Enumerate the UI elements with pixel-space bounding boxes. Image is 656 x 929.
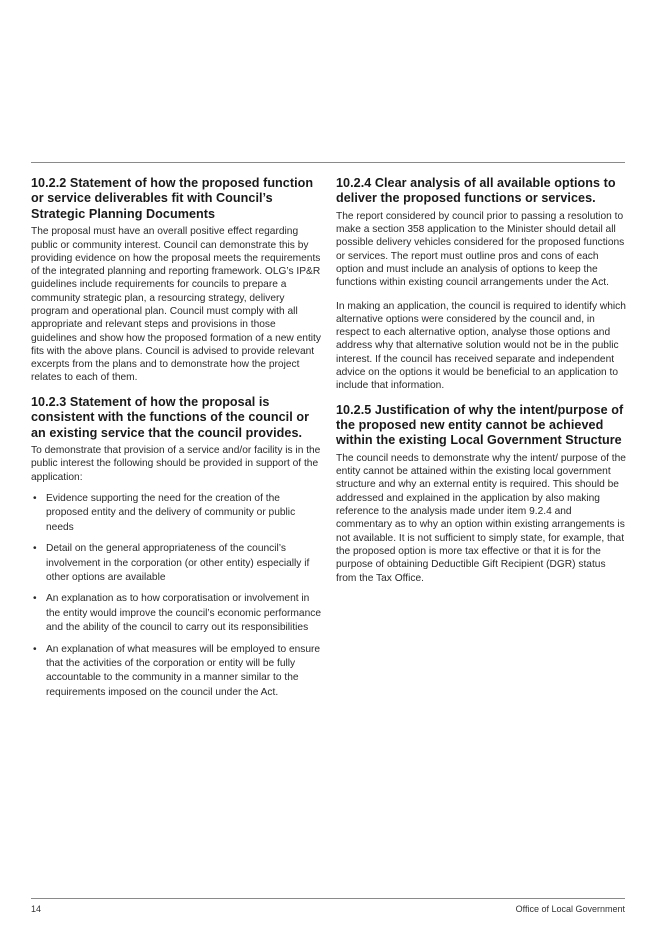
bullet-icon: • [33, 643, 37, 655]
section-heading: 10.2.3 Statement of how the proposal is consistent with the functions of the council or an existing service that the council provides. [31, 394, 310, 440]
section-paragraph: The council needs to demonstrate why the intent/ purpose of the entity cannot be attained within the existing local government structure and why an external entity is required. This should be addressed and explained in the application by also making reference to the analysis made under item 9.2.4 and commentary as to why an option within existing arrangements is not available. It is not sufficient to simply state, for example, that the proposed option is more tax effective or that it is for the purpose of obtaining Deductible Gift Recipient (DGR) status from the Tax Office. [336, 452, 626, 584]
list-item-text: Evidence supporting the need for the creation of the proposed entity and the delivery of community or public needs [46, 492, 296, 533]
section-heading: 10.2.2 Statement of how the proposed function or service deliverables fit with Council’s Strategic Planning Documents [31, 176, 314, 221]
section-paragraph: The report considered by council prior to passing a resolution to make a section 358 application to the Minister should detail all possible delivery vehicles considered for the proposed functions or services. The report must outline pros and cons of each option and must include an analysis of options to keep the functions within existing council arrangements under the Act. [336, 210, 625, 289]
section-intro: To demonstrate that provision of a service and/or facility is in the public interest the following should be provided in support of the application: [31, 445, 321, 483]
list-item [31, 592, 322, 635]
requirements-list [31, 492, 322, 700]
list-item-text: Detail on the general appropriateness of the council’s involvement in the corporation (or other entity) especially if other options are available [46, 543, 310, 583]
list-item [31, 542, 322, 585]
list-item [31, 492, 322, 535]
page-number: 14 [31, 904, 42, 914]
list-item-text: An explanation of what measures will be employed to ensure that the activities of the corporation or entity will be fully accountable to the community in a manner similar to the requirements imposed on the council under the Act. [46, 643, 321, 698]
list-item-text: An explanation as to how corporatisation or involvement in the entity would improve the council’s economic performance and the ability of the council to carry out its responsibilities [46, 593, 322, 634]
footer-divider [31, 898, 625, 899]
section-10-2-3 [31, 395, 322, 700]
section-10-2-2 [31, 176, 322, 385]
header-divider [31, 162, 625, 163]
left-column [31, 176, 322, 708]
bullet-icon: • [33, 492, 37, 504]
section-heading: 10.2.5 Justification of why the intent/purpose of the proposed new entity cannot be achieved within the existing Local Government Structure [336, 402, 624, 448]
bullet-icon: • [33, 543, 37, 555]
section-paragraph: The proposal must have an overall positive effect regarding public or community interest. Council can demonstrate this by providing evidence on how the proposal meets the requirements of the integrated planning and reporting framework. OLG’s IP&R guidelines include requirements for councils to prepare a community strategic plan, a resourcing strategy, delivery program and operational plan. Council must comply with all appropriate and relevant steps and provisions in those guidelines and show how the proposed formation of a new entity fits with the above plans. Council is advised to provide relevant excerpts from the plans and to demonstrate how the project relates to each of them. [31, 226, 321, 384]
footer-publisher: Office of Local Government [515, 904, 625, 914]
section-10-2-5 [336, 403, 627, 585]
bullet-icon: • [33, 593, 37, 605]
section-heading: 10.2.4 Clear analysis of all available options to deliver the proposed functions or services. [336, 176, 616, 206]
section-paragraph: In making an application, the council is required to identify which alternative options were considered by the council and, in respect to each alternative option, analyse those options and address why that alternative solution would not be in the public interest. If the council has received separate and independent advice on the options it would be beneficial to an application to include that information. [336, 300, 626, 392]
right-column [336, 176, 627, 595]
section-10-2-4 [336, 176, 627, 393]
list-item [31, 643, 322, 701]
